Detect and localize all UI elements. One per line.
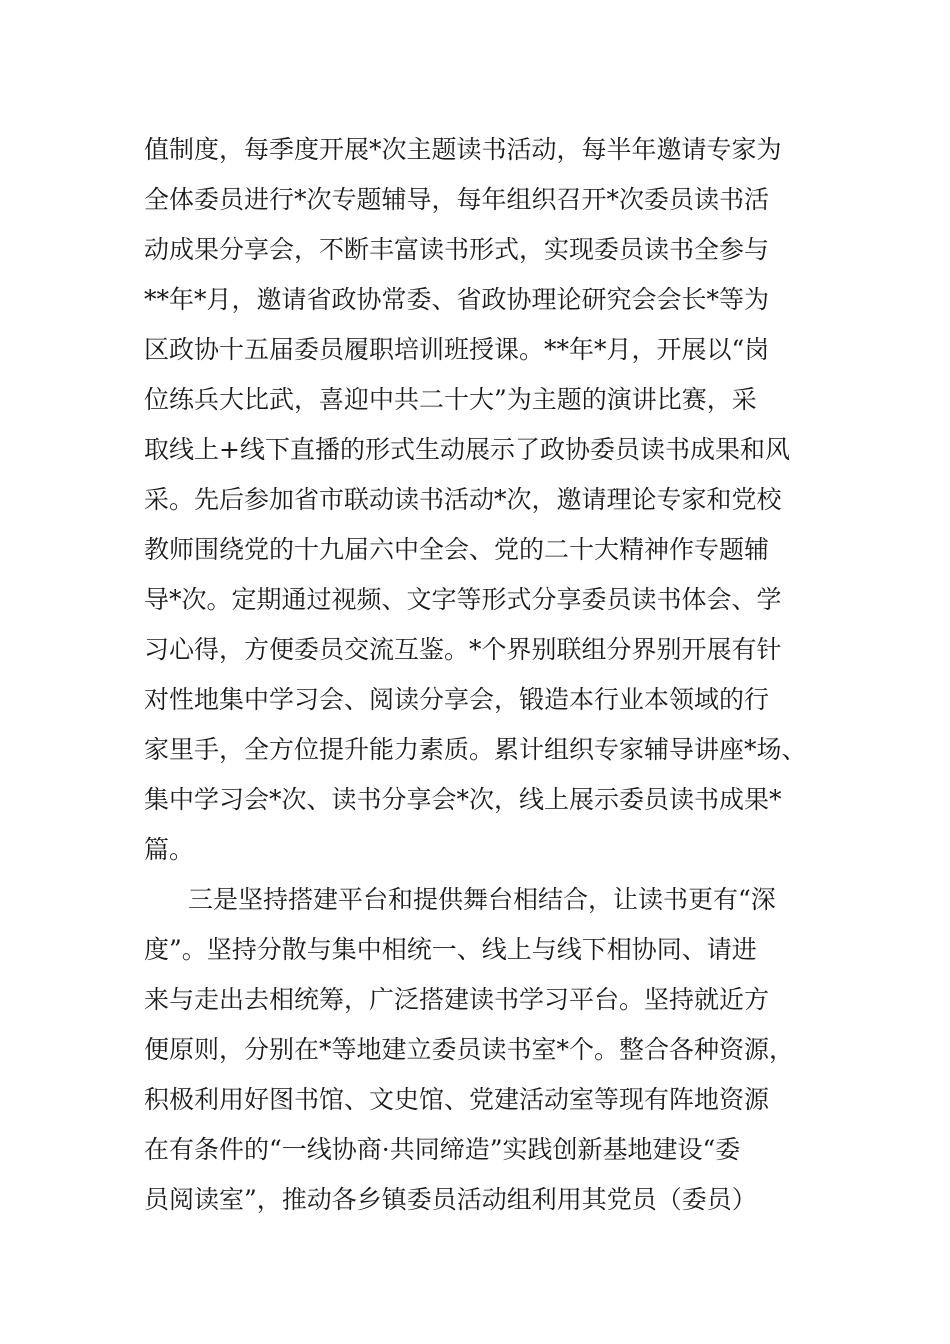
paragraph-line: 区政协十五届委员履职培训班授课。**年*月，开展以“岗 <box>144 335 770 364</box>
paragraph-line: 动成果分享会，不断丰富读书形式，实现委员读书全参与 <box>144 235 770 264</box>
paragraph-line: 教师围绕党的十九届六中全会、党的二十大精神作专题辅 <box>144 535 770 564</box>
paragraph-line: 家里手，全方位提升能力素质。累计组织专家辅导讲座*场、 <box>144 735 807 764</box>
paragraph-line: 员阅读室”，推动各乡镇委员活动组利用其党员（委员） <box>144 1185 757 1214</box>
paragraph-line: 对性地集中学习会、阅读分享会，锻造本行业本领域的行 <box>144 685 770 714</box>
paragraph-line: 在有条件的“一线协商·共同缔造”实践创新基地建设“委 <box>144 1135 741 1164</box>
paragraph-line: 便原则，分别在*等地建立委员读书室*个。整合各种资源， <box>144 1035 795 1064</box>
paragraph-line: 度”。坚持分散与集中相统一、线上与线下相协同、请进 <box>144 935 757 964</box>
paragraph-line: 篇。 <box>144 835 195 864</box>
paragraph-line: 来与走出去相统筹，广泛搭建读书学习平台。坚持就近方 <box>144 985 770 1014</box>
paragraph-line: 习心得，方便委员交流互鉴。*个界别联组分界别开展有针 <box>144 635 782 664</box>
paragraph-line: 集中学习会*次、读书分享会*次，线上展示委员读书成果* <box>144 785 782 814</box>
paragraph-line: 取线上+线下直播的形式生动展示了政协委员读书成果和风 <box>144 435 790 464</box>
paragraph-line: 采。先后参加省市联动读书活动*次，邀请理论专家和党校 <box>144 485 782 514</box>
paragraph-line: 位练兵大比武，喜迎中共二十大”为主题的演讲比赛，采 <box>144 385 757 414</box>
paragraph-line: 三是坚持搭建平台和提供舞台相结合，让读书更有“深 <box>188 885 776 914</box>
paragraph-line: 全体委员进行*次专题辅导，每年组织召开*次委员读书活 <box>144 185 770 214</box>
paragraph-line: **年*月，邀请省政协常委、省政协理论研究会会长*等为 <box>144 285 770 314</box>
paragraph-line: 值制度，每季度开展*次主题读书活动，每半年邀请专家为 <box>144 135 782 164</box>
paragraph-line: 积极利用好图书馆、文史馆、党建活动室等现有阵地资源 <box>144 1085 770 1114</box>
paragraph-line: 导*次。定期通过视频、文字等形式分享委员读书体会、学 <box>144 585 782 614</box>
